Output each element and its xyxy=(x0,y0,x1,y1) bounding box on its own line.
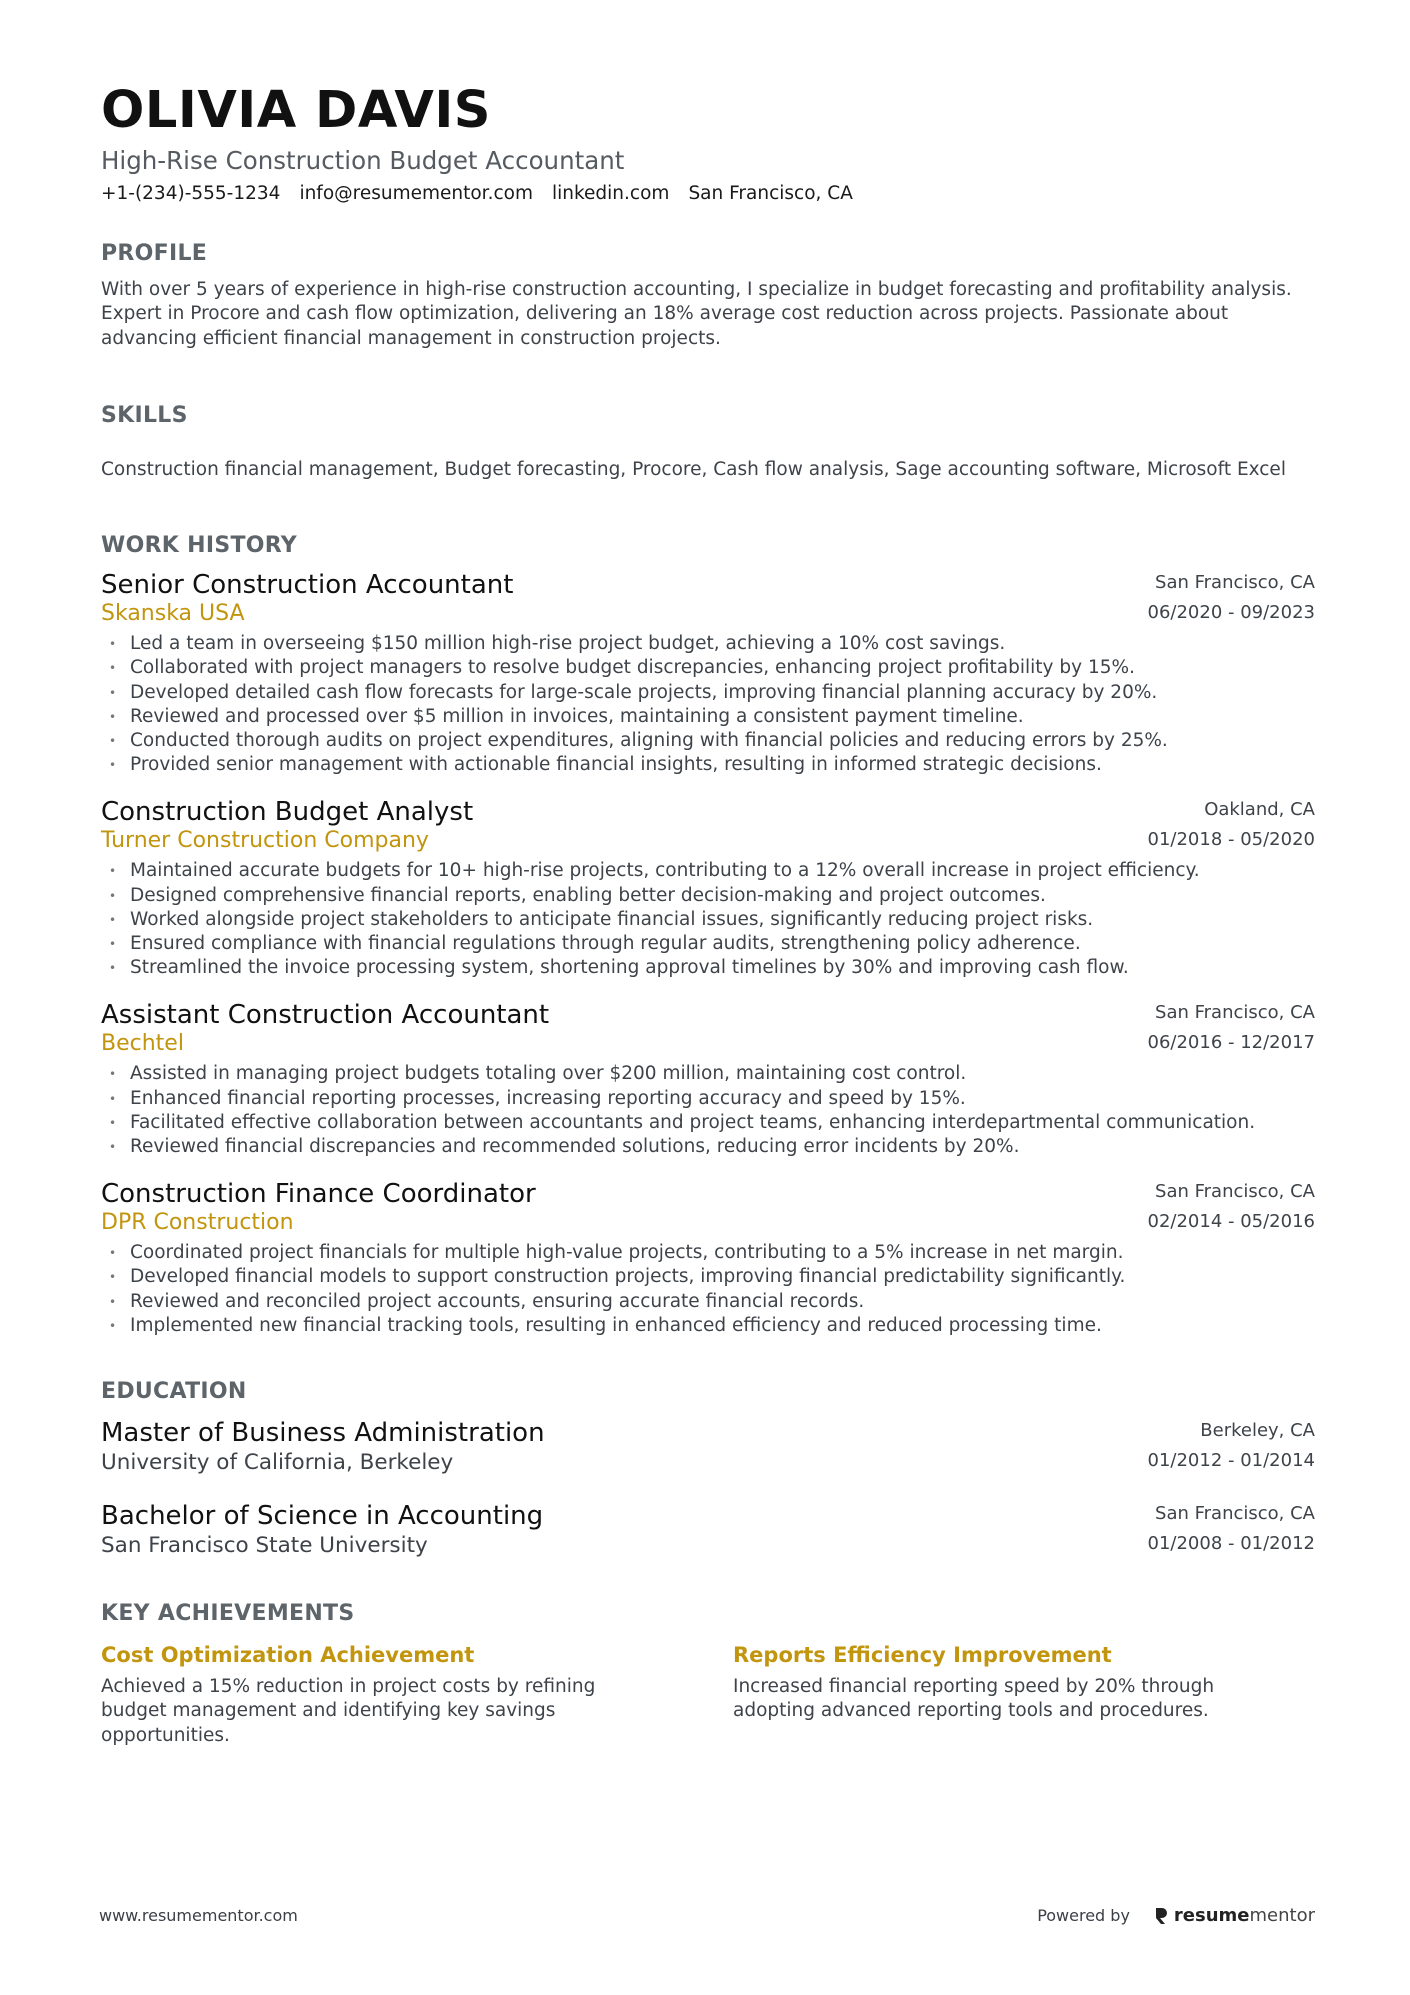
brand-logo[interactable] xyxy=(1154,1905,1315,1926)
education-title-block xyxy=(101,1501,543,1560)
education-entry xyxy=(101,1418,1315,1477)
education-location: San Francisco, CA xyxy=(1155,1503,1315,1525)
job-meta xyxy=(1148,795,1316,855)
job-location: San Francisco, CA xyxy=(1155,1002,1315,1024)
job-bullet: • Designed comprehensive financial reports, enabling better decision-making and project outcomes. xyxy=(101,884,1315,908)
job-role: Assistant Construction Accountant xyxy=(101,1000,550,1031)
skills-text: Construction financial management, Budget forecasting, Procore, Cash flow analysis, Sage accounting software, Microsoft Excel xyxy=(101,458,1286,480)
candidate-title: High-Rise Construction Budget Accountant xyxy=(101,146,625,175)
education-school: San Francisco State University xyxy=(101,1533,428,1559)
resumementor-logo-icon xyxy=(1154,1907,1168,1925)
job-role: Construction Budget Analyst xyxy=(101,797,474,828)
job-bullet: • Enhanced financial reporting processes, increasing reporting accuracy and speed by 15%. xyxy=(101,1087,1315,1111)
job-dates: 02/2014 - 05/2016 xyxy=(1147,1211,1315,1233)
skills-section xyxy=(101,402,1315,482)
education-entry xyxy=(101,1501,1315,1560)
education-meta xyxy=(1148,1499,1316,1559)
education-header xyxy=(101,1418,1315,1477)
education-location: Berkeley, CA xyxy=(1200,1420,1315,1442)
section-heading: KEY ACHIEVEMENTS xyxy=(101,1601,355,1627)
education-header xyxy=(101,1501,1315,1560)
job-header xyxy=(101,797,1315,855)
brand-bold: resume xyxy=(1173,1905,1250,1926)
education-title-block xyxy=(101,1418,545,1477)
job-bullet: • Implemented new financial tracking tools, resulting in enhanced efficiency and reduced processing time. xyxy=(101,1314,1315,1338)
contact-row xyxy=(101,182,1315,206)
job-role: Senior Construction Accountant xyxy=(101,570,514,601)
job-role: Construction Finance Coordinator xyxy=(101,1179,536,1210)
achievement-title: Cost Optimization Achievement xyxy=(101,1643,475,1668)
job-company: Skanska USA xyxy=(101,601,245,627)
job-company: Bechtel xyxy=(101,1031,184,1057)
job-bullets xyxy=(101,632,1315,777)
job-bullet: • Collaborated with project managers to resolve budget discrepancies, enhancing project profitability by 15%. xyxy=(101,656,1315,680)
education-meta xyxy=(1148,1416,1316,1476)
achievement-item xyxy=(733,1641,1295,1748)
brand-light: mentor xyxy=(1249,1905,1315,1926)
education-degree: Bachelor of Science in Accounting xyxy=(101,1501,544,1532)
achievement-title: Reports Efficiency Improvement xyxy=(733,1643,1112,1668)
achievement-item xyxy=(101,1641,663,1748)
job-header xyxy=(101,1179,1315,1237)
job-bullet: • Reviewed and processed over $5 million in invoices, maintaining a consistent payment timeline. xyxy=(101,705,1315,729)
job-bullet: • Ensured compliance with financial regulations through regular audits, strengthening policy adherence. xyxy=(101,932,1315,956)
achievements-section xyxy=(101,1600,1315,1748)
job-company: Turner Construction Company xyxy=(101,828,429,854)
job-entry xyxy=(101,570,1315,777)
job-header xyxy=(101,1000,1315,1058)
job-location: San Francisco, CA xyxy=(1155,1181,1315,1203)
job-entry xyxy=(101,1000,1315,1159)
achievements-grid xyxy=(101,1641,1315,1748)
job-title-block xyxy=(101,570,513,628)
contact-phone[interactable]: +1-(234)-555-1234 xyxy=(101,183,281,204)
job-dates: 01/2018 - 05/2020 xyxy=(1147,829,1315,851)
contact-email[interactable]: info@resumementor.com xyxy=(299,183,533,204)
job-title-block xyxy=(101,797,473,855)
job-dates: 06/2016 - 12/2017 xyxy=(1147,1032,1315,1054)
job-entry xyxy=(101,1179,1315,1338)
job-meta xyxy=(1148,1177,1316,1237)
job-bullet: • Reviewed and reconciled project accounts, ensuring accurate financial records. xyxy=(101,1290,1315,1314)
education-school: University of California, Berkeley xyxy=(101,1450,454,1476)
job-bullet: • Developed financial models to support construction projects, improving financial predictability significantly. xyxy=(101,1265,1315,1289)
education-dates: 01/2008 - 01/2012 xyxy=(1147,1533,1315,1555)
section-heading: WORK HISTORY xyxy=(101,533,298,559)
job-bullet: • Developed detailed cash flow forecasts for large-scale projects, improving financial planning accuracy by 20%. xyxy=(101,681,1315,705)
job-bullet: • Provided senior management with actionable financial insights, resulting in informed strategic decisions. xyxy=(101,753,1315,777)
job-list xyxy=(101,570,1315,1338)
work-history-section xyxy=(101,532,1315,1338)
education-list xyxy=(101,1418,1315,1560)
education-degree: Master of Business Administration xyxy=(101,1418,545,1449)
achievement-text: Increased financial reporting speed by 20% through adopting advanced reporting tools and procedures. xyxy=(733,1676,1215,1722)
candidate-name: OLIVIA DAVIS xyxy=(101,81,492,140)
job-bullet: • Streamlined the invoice processing system, shortening approval timelines by 30% and improving cash flow. xyxy=(101,956,1315,980)
resume-header xyxy=(101,78,1315,206)
job-location: Oakland, CA xyxy=(1204,799,1315,821)
job-bullet: • Worked alongside project stakeholders to anticipate financial issues, significantly reducing project risks. xyxy=(101,908,1315,932)
job-dates: 06/2020 - 09/2023 xyxy=(1147,602,1315,624)
footer-powered xyxy=(1037,1905,1315,1926)
profile-section xyxy=(101,240,1315,351)
job-bullets xyxy=(101,1062,1315,1159)
job-location: San Francisco, CA xyxy=(1155,572,1315,594)
job-entry xyxy=(101,797,1315,980)
job-bullets xyxy=(101,1241,1315,1338)
job-meta xyxy=(1148,998,1316,1058)
profile-text: With over 5 years of experience in high-rise construction accounting, I specialize in budget forecasting and profitability analysis. Expert in Procore and cash flow optimization, delivering an 18% average cost reduction across projects. Passionate about advancing efficient financial management in construction projects. xyxy=(101,279,1292,349)
job-bullets xyxy=(101,859,1315,980)
contact-location: San Francisco, CA xyxy=(688,183,853,204)
job-bullet: • Coordinated project financials for multiple high-value projects, contributing to a 5% increase in net margin. xyxy=(101,1241,1315,1265)
job-title-block xyxy=(101,1000,549,1058)
resume-content xyxy=(101,78,1315,1748)
section-heading: EDUCATION xyxy=(101,1379,247,1405)
page-footer xyxy=(99,1905,1315,1926)
job-header xyxy=(101,570,1315,628)
footer-website[interactable]: www.resumementor.com xyxy=(99,1906,298,1925)
job-bullet: • Led a team in overseeing $150 million high-rise project budget, achieving a 10% cost savings. xyxy=(101,632,1315,656)
job-title-block xyxy=(101,1179,536,1237)
section-heading: SKILLS xyxy=(101,402,188,428)
education-dates: 01/2012 - 01/2014 xyxy=(1147,1450,1315,1472)
section-heading: PROFILE xyxy=(101,241,208,266)
job-bullet: • Conducted thorough audits on project expenditures, aligning with financial policies and reducing errors by 25%. xyxy=(101,729,1315,753)
job-bullet: • Facilitated effective collaboration between accountants and project teams, enhancing interdepartmental communication. xyxy=(101,1111,1315,1135)
job-meta xyxy=(1148,568,1316,628)
job-bullet: • Maintained accurate budgets for 10+ high-rise projects, contributing to a 12% overall increase in project efficiency. xyxy=(101,859,1315,883)
job-bullet: • Assisted in managing project budgets totaling over $200 million, maintaining cost control. xyxy=(101,1062,1315,1086)
job-company: DPR Construction xyxy=(101,1210,294,1236)
job-bullet: • Reviewed financial discrepancies and recommended solutions, reducing error incidents by 20%. xyxy=(101,1135,1315,1159)
powered-by-label: Powered by xyxy=(1037,1906,1130,1925)
contact-linkedin[interactable]: linkedin.com xyxy=(551,183,670,204)
education-section xyxy=(101,1378,1315,1560)
achievement-text: Achieved a 15% reduction in project costs by refining budget management and identifying key savings opportunities. xyxy=(101,1676,596,1746)
